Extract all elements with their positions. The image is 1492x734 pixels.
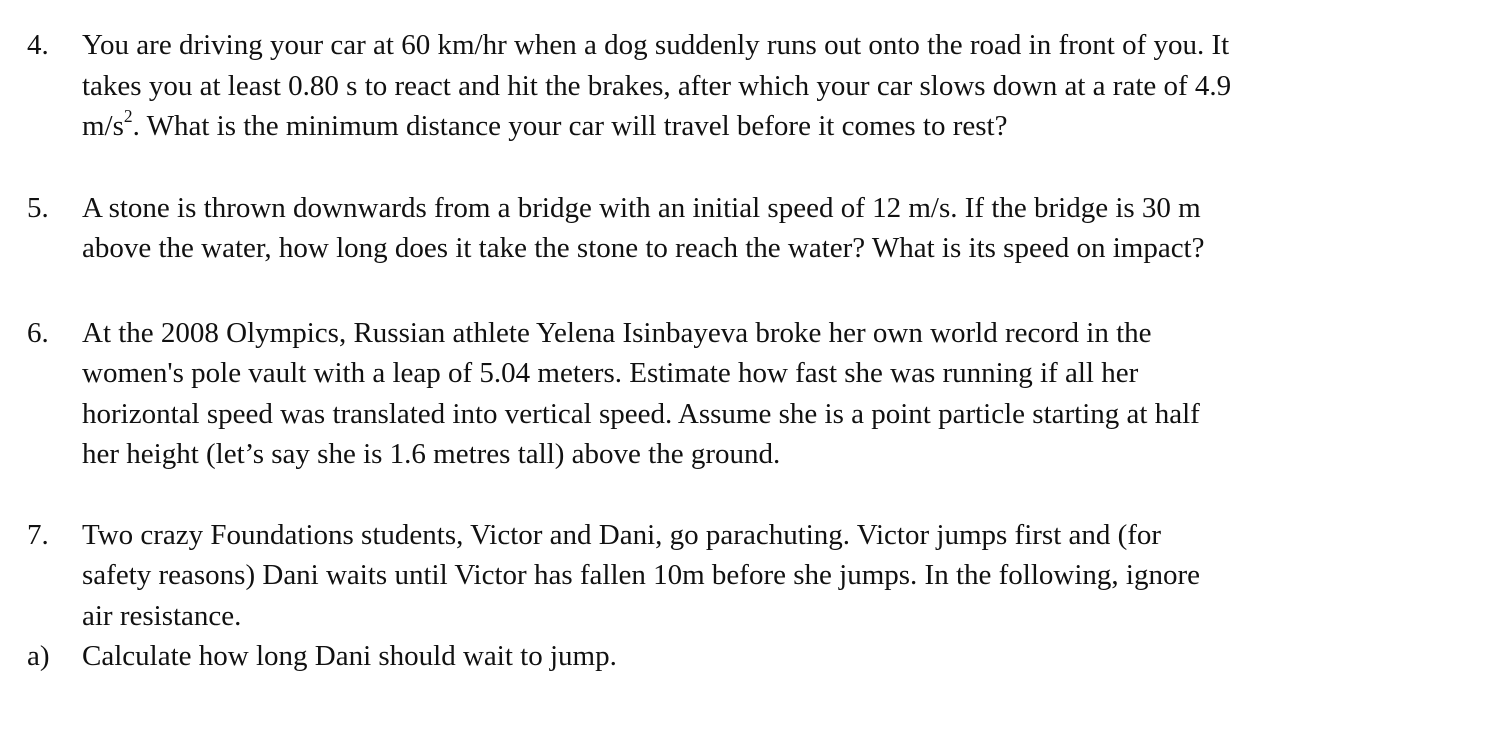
question-5	[0, 188, 1412, 269]
question-text-line: women's pole vault with a leap of 5.04 meters. Estimate how fast she was running if all her	[82, 357, 1139, 389]
question-6	[0, 313, 1412, 475]
exponent: 2	[123, 105, 133, 126]
problem-sheet	[0, 25, 1492, 677]
question-text-line: Two crazy Foundations students, Victor and Dani, go parachuting. Victor jumps first and (for	[82, 518, 1162, 551]
unit-text: m/s	[82, 110, 124, 142]
question-text-line: safety reasons) Dani waits until Victor has fallen 10m before she jumps. In the following, ignore	[82, 559, 1200, 591]
question-7	[0, 515, 1412, 637]
question-text-line: A stone is thrown downwards from a bridge with an initial speed of 12 m/s. If the bridge is 30 m	[82, 191, 1201, 224]
question-7-part-a	[0, 636, 1412, 677]
question-number: 7.	[27, 518, 49, 551]
question-number: 5.	[27, 191, 49, 224]
question-text-line: takes you at least 0.80 s to react and hit the brakes, after which your car slows down at a rate of 4.9	[82, 69, 1232, 102]
question-text-line: horizontal speed was translated into vertical speed. Assume she is a point particle starting at half	[82, 397, 1200, 430]
question-text: . What is the minimum distance your car will travel before it comes to rest?	[132, 110, 1008, 142]
subpart-text: Calculate how long Dani should wait to jump.	[82, 640, 617, 672]
question-text-line	[82, 106, 1412, 147]
question-number: 4.	[27, 29, 49, 61]
question-text-line: You are driving your car at 60 km/hr when a dog suddenly runs out onto the road in front of you. It	[82, 29, 1230, 61]
subpart-label: a)	[27, 640, 50, 672]
question-text-line: above the water, how long does it take the stone to reach the water? What is its speed on impact?	[82, 232, 1205, 264]
question-text-line: her height (let’s say she is 1.6 metres tall) above the ground.	[82, 438, 781, 470]
question-text-line: air resistance.	[82, 599, 242, 632]
question-number: 6.	[27, 316, 49, 349]
question-text-line: At the 2008 Olympics, Russian athlete Yelena Isinbayeva broke her own world record in the	[82, 316, 1152, 349]
question-4	[0, 25, 1412, 147]
